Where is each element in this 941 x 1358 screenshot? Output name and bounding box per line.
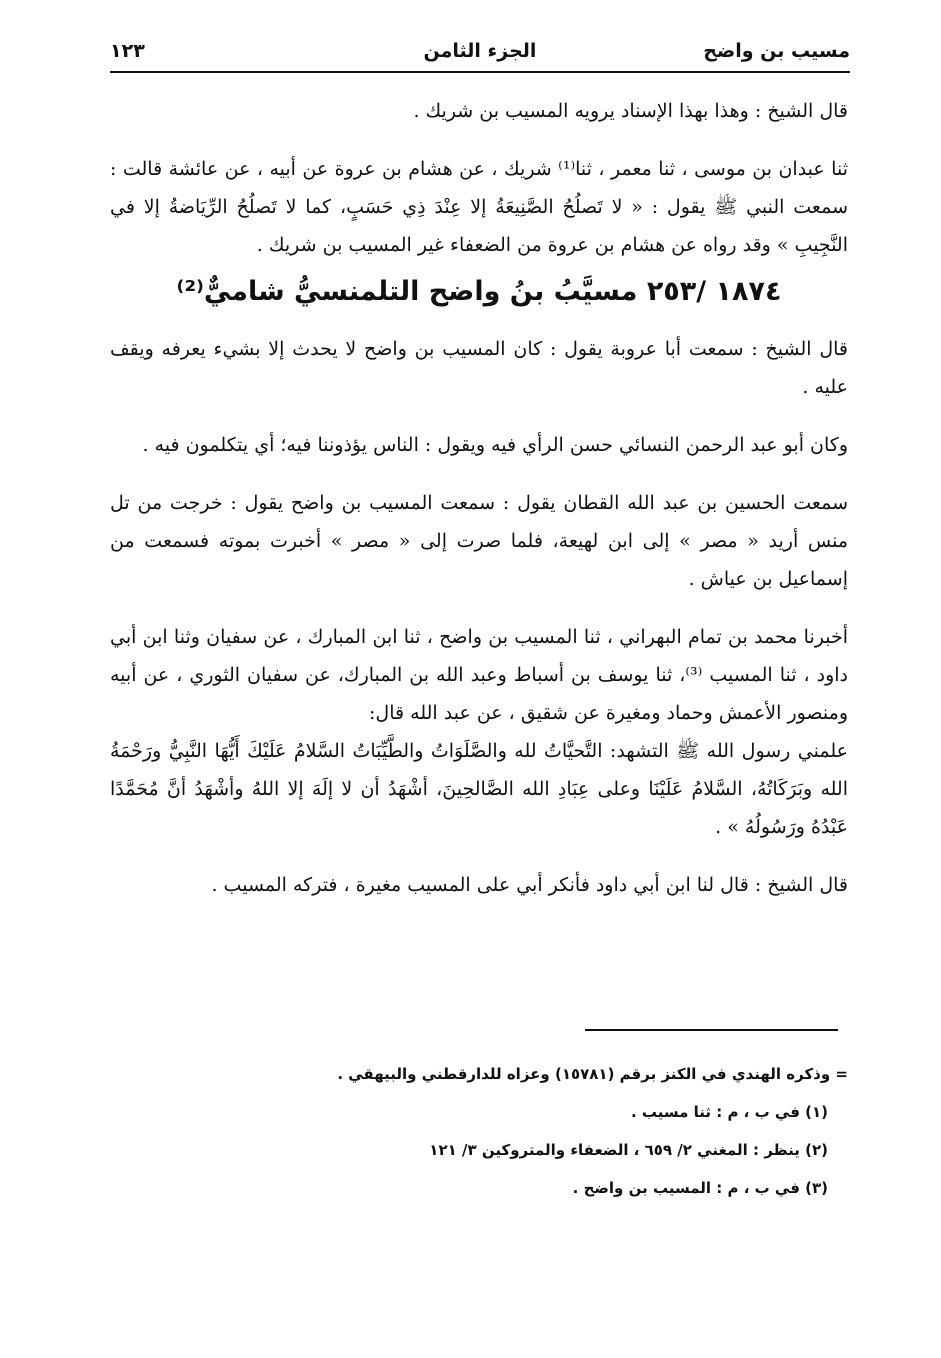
page-header	[110, 36, 850, 70]
paragraph: وكان أبو عبد الرحمن النسائي حسن الرأي فيه ويقول : الناس يؤذوننا فيه؛ أي يتكلمون فيه .	[142, 434, 848, 456]
footnotes	[150, 1055, 848, 1207]
footnote: (٢) ينظر : المغني ٢/ ٦٥٩ ، الضعفاء والمتروكين ٣/ ١٢١	[429, 1141, 828, 1159]
page-number: ١٢٣	[110, 40, 145, 62]
header-rule	[110, 71, 850, 73]
paragraph: سمعت الحسين بن عبد الله القطان يقول : سمعت المسيب بن واضح يقول : خرجت من تل منس أريد « مصر » إلى ابن لهيعة، فلما صرت إلى « مصر » أخبرت بموته فسمعت من إسماعيل بن عياش .	[110, 492, 848, 590]
entry-heading: ١٨٧٤ /٢٥٣ مسيَّبُ بنُ واضح التلمنسيُّ شاميٌّ⁽²⁾	[176, 276, 782, 307]
running-title: مسيب بن واضح	[703, 40, 850, 62]
paragraph: قال الشيخ : وهذا بهذا الإسناد يرويه المسيب بن شريك .	[413, 100, 848, 122]
paragraph: علمني رسول الله ﷺ التشهد: التَّحيَّاتُ لله والصَّلَوَاتُ والطَّيِّبَاتُ السَّلامُ عَلَيْكَ أَيُّهَا النَّبِيُّ ورَحْمَةُ الله وبَرَكَاتُهُ، السَّلامُ عَلَيْنَا وعلى عِبَادِ الله الصَّالحِينَ، أشْهَدُ أن لا إلَهَ إلا اللهُ وأشْهَدُ أنَّ مُحَمَّدًا عَبْدُهُ ورَسُولُهُ » .	[110, 740, 848, 838]
footnote: (٣) في ب ، م : المسيب بن واضح .	[572, 1179, 828, 1197]
footnote: (١) في ب ، م : ثنا مسيب .	[630, 1103, 828, 1121]
volume-label: الجزء الثامن	[423, 40, 537, 62]
paragraph: قال الشيخ : سمعت أبا عروبة يقول : كان المسيب بن واضح لا يحدث إلا بشيء يعرفه ويقف عليه .	[110, 338, 849, 398]
paragraph: أخبرنا محمد بن تمام البهراني ، ثنا المسيب بن واضح ، ثنا ابن المبارك ، عن سفيان وثنا ابن أبي داود ، ثنا المسيب ⁽³⁾، ثنا يوسف بن أسباط وعبد الله بن المبارك، عن سفيان الثوري ، عن أبيه ومنصور الأعمش وحماد ومغيرة عن شقيق ، عن عبد الله قال:	[110, 626, 848, 724]
paragraph: قال الشيخ : قال لنا ابن أبي داود فأنكر أبي على المسيب مغيرة ، فتركه المسيب .	[211, 874, 848, 896]
footnote: = وذكره الهندي في الكنز برقم (١٥٧٨١) وعزاه للدارقطني والبيهقي .	[337, 1065, 848, 1083]
main-text	[110, 92, 848, 924]
footnote-rule	[585, 1029, 838, 1031]
paragraph: ثنا عبدان بن موسى ، ثنا معمر ، ثنا⁽¹⁾ شريك ، عن هشام بن عروة عن أبيه ، عن عائشة قالت : سمعت النبي ﷺ يقول : « لا تَصلُحُ الصَّنِيعَةُ إلا عِنْدَ ذِي حَسَبٍ، كما لا تَصلُحُ الرِّيَاضةُ إلا في النَّجِيبِ » وقد رواه عن هشام بن عروة من الضعفاء غير المسيب بن شريك .	[110, 158, 848, 256]
